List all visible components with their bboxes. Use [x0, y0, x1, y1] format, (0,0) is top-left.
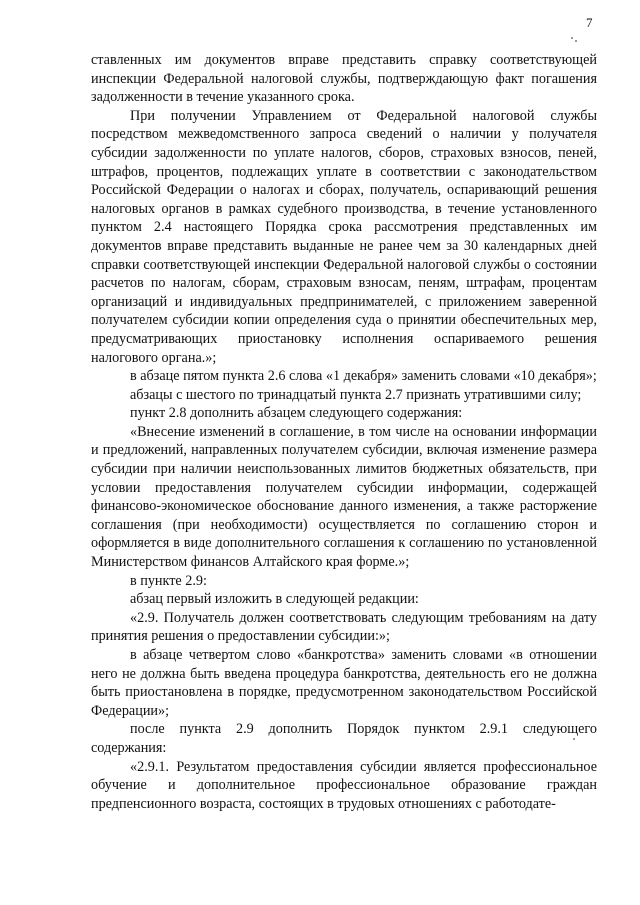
paragraph-continuation: ставленных им документов вправе представить справку соответствующей инспекции Федеральной налоговой службы, подтверждающую факт погашения задолженности в течение указанного срока.	[91, 52, 597, 106]
page-number: 7	[586, 15, 593, 30]
paragraph-2-9-1-text: «2.9.1. Результатом предоставления субсидии является профессиональное обучение и дополнительное профессиональное образование граждан предпенсионного возраста, состоящих в трудовых отношениях с работодате-	[91, 758, 597, 812]
scan-dot	[575, 40, 577, 42]
scan-dot	[573, 738, 575, 740]
body-text	[91, 51, 597, 813]
scan-dot	[571, 37, 573, 39]
paragraph-agreement-changes: «Внесение изменений в соглашение, в том числе на основании информации и предложений, направленных получателем субсидии, включая изменение размера субсидии при наличии неиспользованных лимитов бюджетных обязательств, при условии предоставления получателем субсидии информации, содержащей финансово-экономическое обоснование данного изменения, а также расторжение соглашения (при необходимости) осуществляется по соглашению сторон и оформляется в виде дополнительного соглашения к соглашению по установленной Министерством финансов Алтайского края форме.»;	[91, 423, 597, 571]
paragraph-repeal-2-7: абзацы с шестого по тринадцатый пункта 2.7 признать утратившими силу;	[130, 386, 582, 403]
paragraph-first-subparagraph: абзац первый изложить в следующей редакции:	[130, 591, 419, 608]
paragraph-amend-2-6: в абзаце пятом пункта 2.6 слова «1 декабря» заменить словами «10 декабря»;	[130, 368, 597, 385]
paragraph-add-2-9-1: после пункта 2.9 дополнить Порядок пунктом 2.9.1 следующего содержания:	[91, 721, 597, 756]
paragraph-bankruptcy-replacement: в абзаце четвертом слово «банкротства» заменить словами «в отношении него не должна быть введена процедура банкротства, деятельность его не должна быть приостановлена в порядке, предусмотренном законодательством Российской Федерации»;	[91, 647, 597, 719]
paragraph-tax-debt-inquiry: При получении Управлением от Федеральной налоговой службы посредством межведомственного запроса сведений о наличии у получателя субсидии задолженности по уплате налогов, сборов, страховых взносов, пеней, штрафов, процентов, подлежащих уплате в соответствии с законодательством Российской Федерации о налогах и сборах, получатель, оспаривающий решения налоговых органов в рамках судебного производства, в течение установленного пунктом 2.4 настоящего Порядка срока рассмотрения представленных им документов вправе представить выданные не ранее чем за 30 календарных дней справки соответствующей инспекции Федеральной налоговой службы о состоянии расчетов по налогам, сборам, страховым взносам, пеням, штрафам, процентам организаций и индивидуальных предпринимателей, с приложением заверенной получателем субсидии копии определения суда о принятии обеспечительных мер, предусматривающих приостановку исполнения оспариваемого решения налогового органа.»;	[91, 107, 597, 366]
paragraph-supplement-2-8: пункт 2.8 дополнить абзацем следующего содержания:	[130, 405, 463, 422]
paragraph-clause-2-9: в пункте 2.9:	[130, 572, 207, 589]
paragraph-2-9-new-text: «2.9. Получатель должен соответствовать следующим требованиям на дату принятия решения о предоставлении субсидии:»;	[91, 609, 597, 645]
